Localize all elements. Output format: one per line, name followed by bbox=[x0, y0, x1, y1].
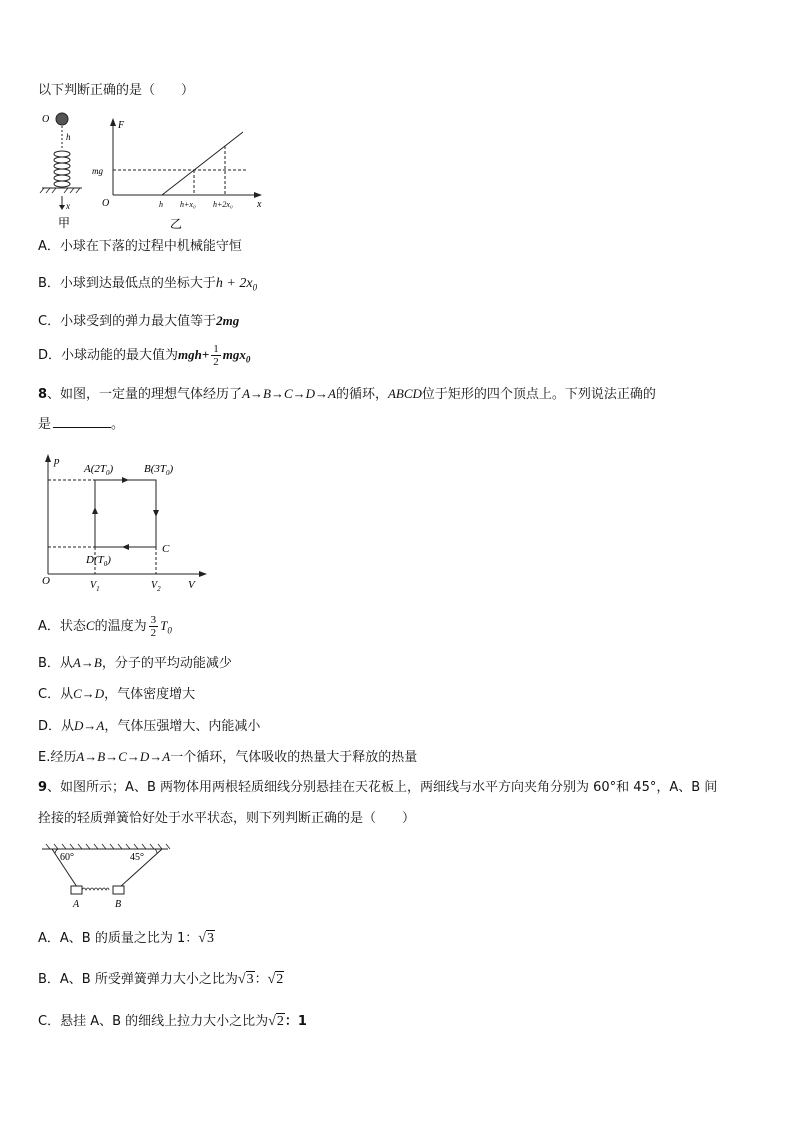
sqrt-2: √2 bbox=[267, 972, 284, 987]
q7-option-b-text: B．小球到达最低点的坐标大于 bbox=[38, 276, 216, 291]
fig2-origin-label: O bbox=[102, 198, 110, 209]
point-B-label: $B(3T_0)$ bbox=[144, 463, 174, 477]
angle-60-label: 60° bbox=[60, 852, 74, 863]
sqrt-3: √3 bbox=[198, 931, 214, 946]
q7-figure bbox=[38, 110, 278, 235]
sqrt-2: √2 bbox=[268, 1014, 284, 1029]
q9-number: 9 bbox=[38, 780, 48, 795]
fig1-origin-label: O bbox=[42, 114, 50, 125]
fig2-tick-h: h bbox=[159, 200, 163, 209]
q7-stem: 以下判断正确的是（ ） bbox=[38, 83, 195, 98]
fig1-h-label: h bbox=[66, 132, 71, 142]
fig2-tick-h-x0: h+x₀ bbox=[180, 200, 196, 209]
q7-option-d-fraction: $\frac{1}{2}$ bbox=[213, 343, 219, 368]
q8-cycle: A→B→C→D→A bbox=[242, 386, 336, 401]
q8-abcd: ABCD bbox=[387, 386, 422, 401]
fig2-F-label: F bbox=[118, 120, 125, 131]
q9-option-b: B．A、B 所受弹簧弹力大小之比为√3：√2 bbox=[38, 972, 284, 987]
q8-stem-line1 bbox=[38, 385, 656, 404]
fig2-x-label: x bbox=[257, 199, 262, 210]
label-B: B bbox=[115, 899, 122, 910]
spring-horizontal bbox=[82, 888, 109, 890]
fig2-tick-h-2x0: h+2x₀ bbox=[213, 200, 233, 209]
q7-option-a: A．小球在下落的过程中机械能守恒 bbox=[38, 239, 242, 254]
q9-stem-line2: 拴接的轻质弹簧恰好处于水平状态，则下列判断正确的是（ ） bbox=[38, 811, 416, 826]
point-A-label: $A(2T_0)$ bbox=[84, 463, 114, 477]
q9-option-a: A．A、B 的质量之比为 1：√3 bbox=[38, 931, 214, 946]
point-C-label: C bbox=[162, 543, 170, 555]
q7-option-d bbox=[38, 342, 250, 373]
q7-option-d-text: D．小球动能的最大值为 bbox=[38, 348, 179, 363]
q8-line2-a: 是 bbox=[38, 417, 52, 432]
answer-blank[interactable] bbox=[53, 415, 111, 428]
sqrt-3: √3 bbox=[237, 972, 254, 987]
fig1-x-label: x bbox=[66, 201, 70, 211]
angle-45-label: 45° bbox=[130, 852, 144, 863]
q8-text-b: 的循环， bbox=[335, 387, 388, 402]
q7-option-b-sub: 0 bbox=[252, 282, 258, 293]
q7-option-d-mgx: mgx bbox=[222, 347, 246, 362]
q7-option-b-math: h + 2x bbox=[215, 276, 253, 291]
axis-V-label: V bbox=[188, 579, 195, 591]
q8-text-a: 、如图，一定量的理想气体经历了 bbox=[47, 387, 243, 402]
q8-option-a-fraction: $\frac{3}{2}$ bbox=[150, 614, 157, 639]
spring bbox=[54, 151, 70, 187]
tick-V1-label: $V_1$ bbox=[90, 580, 100, 593]
q8-option-a: A．状态C的温度为 $\frac{3}{2}$ $T_0$ bbox=[38, 614, 172, 639]
q8-option-d: D．从D→A，气体压强增大、内能减小 bbox=[38, 718, 261, 734]
q8-option-b: B．从A→B，分子的平均动能减少 bbox=[38, 655, 232, 671]
q8-pv-diagram bbox=[38, 452, 213, 594]
q9-option-c: C．悬挂 A、B 的细线上拉力大小之比为√2：1 bbox=[38, 1014, 307, 1029]
point-D-label: $D(T_0)$ bbox=[86, 554, 111, 568]
q8-option-c: C．从C→D，气体密度增大 bbox=[38, 686, 196, 702]
tick-V2-label: $V_2$ bbox=[151, 580, 161, 593]
ball bbox=[56, 113, 68, 125]
fig2-mg-label: mg bbox=[92, 166, 103, 176]
q8-line2-b: 。 bbox=[111, 417, 125, 432]
q8-stem-line2 bbox=[38, 415, 124, 434]
q7-option-d-sub: 0 bbox=[245, 354, 251, 365]
q7-option-b bbox=[38, 275, 257, 297]
block-b bbox=[113, 886, 124, 894]
q9-stem-line1 bbox=[38, 779, 717, 797]
q8-text-c: 位于矩形的四个顶点上。下列说法正确的 bbox=[421, 387, 656, 402]
origin-label: O bbox=[42, 575, 50, 587]
fig2-caption: 乙 bbox=[170, 217, 183, 231]
q8-number: 8 bbox=[38, 387, 48, 402]
q8-option-e: E.经历A→B→C→D→A一个循环，气体吸收的热量大于释放的热量 bbox=[38, 749, 418, 765]
axis-p-label: p bbox=[54, 455, 60, 467]
q9-text-line1: 、如图所示；A、B 两物体用两根轻质细线分别悬挂在天花板上，两细线与水平方向夹角分别为 60°和 45°，A、B 间 bbox=[47, 780, 718, 795]
q7-option-c-text: C．小球受到的弹力最大值等于 bbox=[38, 314, 217, 329]
q7-option-c-value: 2mg bbox=[216, 313, 240, 328]
label-A: A bbox=[73, 899, 80, 910]
fig1-caption: 甲 bbox=[58, 216, 71, 230]
q7-option-d-mgh: mgh+ bbox=[178, 347, 210, 362]
q9-figure bbox=[38, 843, 178, 913]
block-a bbox=[71, 886, 82, 894]
q7-option-c bbox=[38, 312, 239, 331]
